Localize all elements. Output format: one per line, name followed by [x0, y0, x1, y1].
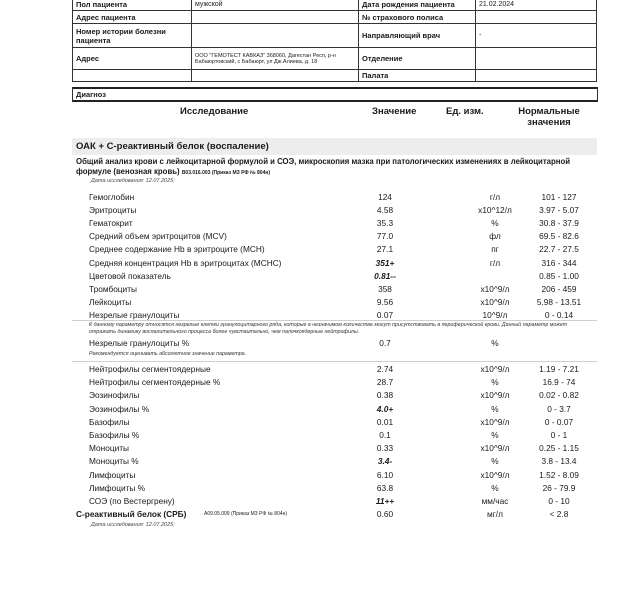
field-label: Дата рождения пациента [359, 0, 476, 11]
column-header-study: Исследование [180, 106, 249, 117]
result-unit: г/л [489, 192, 501, 202]
patient-info-row [73, 24, 597, 48]
result-normal: 0 - 1 [550, 430, 568, 440]
result-normal: 69.5 - 82.6 [539, 231, 579, 242]
result-unit: % [491, 218, 499, 229]
result-value: 77.0 [376, 231, 394, 242]
field-label: Направляющий врач [359, 24, 476, 48]
result-value: 0.60 [376, 509, 394, 519]
result-name: Гемоглобин [89, 192, 135, 202]
result-unit: x10^9/л [480, 416, 510, 427]
result-unit: x10^9/л [480, 390, 510, 401]
field-value [192, 70, 359, 82]
column-header-normal-line1: Нормальные [518, 106, 580, 117]
field-label: Адрес [73, 48, 192, 70]
result-unit: x10^12/л [478, 205, 512, 216]
result-value: 6.10 [376, 469, 394, 480]
result-name: Гематокрит [89, 218, 133, 229]
result-row [89, 470, 599, 481]
field-value: ООО "ГЕМОТЕСТ КАВКАЗ" 368060, Дагестан Респ, р-н Бабаюртовский, с Бабаюрт, ул Дж.Алиева, д. 18 [192, 48, 359, 70]
patient-info-row [73, 48, 597, 70]
result-row [89, 390, 599, 401]
result-row [89, 258, 599, 269]
field-label: № страхового полиса [359, 11, 476, 24]
result-unit: % [491, 430, 499, 440]
result-value: 0.07 [376, 309, 394, 320]
result-normal: 22.7 - 27.5 [539, 244, 579, 255]
result-row [89, 218, 599, 229]
result-row [89, 284, 599, 295]
result-value: 0.1 [379, 430, 391, 440]
result-value: 0.01 [376, 416, 394, 427]
result-value: 35.3 [376, 218, 394, 229]
result-unit: x10^9/л [480, 283, 510, 294]
result-row [89, 364, 599, 375]
result-name: Моноциты % [89, 456, 139, 467]
result-name: Тромбоциты [89, 283, 137, 294]
study-date: Дата исследования: 12.07.2025; [91, 178, 175, 184]
result-unit: г/л [489, 257, 501, 268]
result-normal: 206 - 459 [541, 283, 577, 294]
result-normal: < 2.8 [549, 509, 569, 519]
result-value: 11++ [375, 496, 395, 506]
column-header-unit: Ед. изм. [446, 106, 484, 117]
result-value: 124 [378, 192, 392, 202]
result-row [89, 231, 599, 242]
result-code: A09.05.009 (Приказ МЗ РФ № 804н) [204, 511, 288, 517]
patient-info-row [73, 70, 597, 82]
result-value: 28.7 [376, 377, 394, 388]
result-unit: фл [489, 231, 501, 242]
result-normal: 0 - 0.07 [544, 416, 574, 427]
result-normal: 0 - 10 [548, 496, 570, 506]
result-value: 0.33 [376, 443, 394, 454]
result-value: 63.8 [376, 482, 394, 493]
result-name: Лейкоциты [89, 296, 132, 307]
result-normal: 5.98 - 13.51 [536, 296, 582, 307]
field-label: Пол пациента [73, 0, 192, 11]
result-name: Эозинофилы [89, 390, 140, 401]
result-row [89, 338, 599, 349]
result-name: Эритроциты [89, 205, 137, 216]
result-row [89, 404, 599, 415]
result-name: Базофилы [89, 416, 130, 427]
result-row [89, 377, 599, 388]
result-unit: % [491, 377, 499, 388]
result-normal: 0 - 3.7 [547, 403, 571, 414]
result-unit: мг/л [487, 509, 503, 519]
result-row [89, 271, 599, 282]
result-row [89, 456, 599, 467]
field-label: Палата [359, 70, 476, 82]
patient-info-table [72, 0, 597, 82]
result-row [89, 496, 599, 507]
result-normal: 30.8 - 37.9 [539, 218, 579, 229]
result-value: 27.1 [376, 244, 394, 255]
result-normal: 3.8 - 13.4 [541, 456, 577, 467]
result-name: Незрелые гранулоциты % [89, 338, 190, 348]
result-name: Эозинофилы % [89, 403, 150, 414]
field-value [192, 24, 359, 48]
column-header-value: Значение [372, 106, 417, 117]
field-value: - [476, 24, 597, 48]
analysis-name: Общий анализ крови с лейкоцитарной формулой и СОЭ, микроскопия мазка при патологических изменениях в лейкоцитарной формуле (венозная кровь) [76, 157, 571, 176]
result-value: 0.7 [379, 338, 391, 348]
result-value: 0.38 [376, 390, 394, 401]
result-unit: x10^9/л [480, 469, 510, 480]
field-label: Адрес пациента [73, 11, 192, 24]
result-normal: 0.85 - 1.00 [539, 270, 579, 281]
column-header-normal [514, 106, 584, 128]
result-name: Среднее содержание Hb в эритроците (MCH) [89, 244, 265, 255]
result-normal: 16.9 - 74 [542, 377, 576, 388]
result-value: 4.0+ [376, 403, 394, 414]
result-unit: x10^9/л [480, 364, 510, 374]
result-normal: 0.25 - 1.15 [539, 443, 579, 454]
result-row [89, 483, 599, 494]
field-value [476, 48, 597, 70]
result-unit: % [491, 338, 499, 348]
field-value [192, 11, 359, 24]
result-name: Лимфоциты [89, 469, 136, 480]
result-unit: x10^9/л [480, 296, 510, 307]
section-title: ОАК + С-реактивный белок (воспаление) [72, 138, 597, 155]
analysis-code: B03.016.003 (Приказ МЗ РФ № 804н) [181, 170, 271, 176]
result-normal: 1.19 - 7.21 [539, 364, 579, 374]
result-unit: % [491, 482, 499, 493]
result-row [89, 297, 599, 308]
result-unit: мм/час [481, 496, 509, 506]
result-value: 9.56 [376, 296, 394, 307]
result-normal: 101 - 127 [541, 192, 577, 202]
patient-info-row [73, 0, 597, 11]
field-label: Номер истории болезни пациента [73, 24, 192, 48]
divider [72, 320, 597, 321]
field-label: Отделение [359, 48, 476, 70]
result-row [89, 244, 599, 255]
result-name: Средняя концентрация Hb в эритроцитах (MCHC) [89, 257, 282, 268]
result-row [89, 205, 599, 216]
result-value: 4.58 [376, 205, 394, 216]
result-row [89, 430, 599, 441]
divider [72, 361, 597, 362]
result-row [89, 443, 599, 454]
result-unit: % [491, 403, 499, 414]
result-normal: 0.02 - 0.82 [539, 390, 579, 401]
result-unit: % [491, 456, 499, 467]
result-value: 2.74 [376, 364, 394, 374]
analysis-title [76, 157, 596, 178]
patient-info-row [73, 11, 597, 24]
column-header-normal-line2: значения [527, 117, 571, 128]
result-name: Нейтрофилы сегментоядерные [89, 364, 211, 374]
result-value: 3.4- [377, 456, 393, 467]
result-normal: 316 - 344 [541, 257, 577, 268]
result-name: Нейтрофилы сегментоядерные % [89, 377, 221, 388]
note-absolute-value: Рекомендуется оценивать абсолютное значение параметра. [89, 351, 247, 357]
result-name: Лимфоциты % [89, 482, 146, 493]
result-row [89, 192, 599, 203]
result-name: Моноциты [89, 443, 129, 454]
result-name: Средний объем эритроцитов (MCV) [89, 231, 227, 242]
result-normal: 1.52 - 8.09 [539, 469, 579, 480]
field-value: 21.02.2024 [476, 0, 597, 11]
note-immature-granulocytes: К данному параметру относятся незрелые клетки гранулоцитарного ряда, которые в незначимом количестве могут присутствовать в периферической крови. Данный параметр может отражать динамику воспалительного процесса более чувствительно, чем палочкоядерные нейтрофилы. [89, 322, 568, 335]
result-name: Базофилы % [89, 430, 140, 440]
result-value: 358 [378, 283, 392, 294]
crp-row [76, 509, 596, 520]
crp-study-date: Дата исследования: 12.07.2025; [91, 522, 175, 528]
result-name: СОЭ (по Вестергрену) [89, 496, 175, 506]
result-unit: пг [491, 244, 499, 255]
field-label [73, 70, 192, 82]
result-name: С-реактивный белок (СРБ) [76, 509, 187, 519]
field-value: мужской [192, 0, 359, 11]
result-value: 351+ [375, 257, 395, 268]
result-normal: 26 - 79.9 [542, 482, 576, 493]
result-unit: x10^9/л [480, 443, 510, 454]
field-value [476, 70, 597, 82]
result-unit: 10^9/л [482, 309, 508, 320]
result-normal: 0 - 0.14 [544, 309, 574, 320]
result-name: Цветовой показатель [89, 270, 171, 281]
result-value: 0.81-- [374, 270, 396, 281]
field-value [476, 11, 597, 24]
result-row [89, 417, 599, 428]
result-normal: 3.97 - 5.07 [539, 205, 579, 216]
result-name: Незрелые гранулоциты [89, 309, 180, 320]
diagnosis-row: Диагноз [72, 87, 598, 102]
